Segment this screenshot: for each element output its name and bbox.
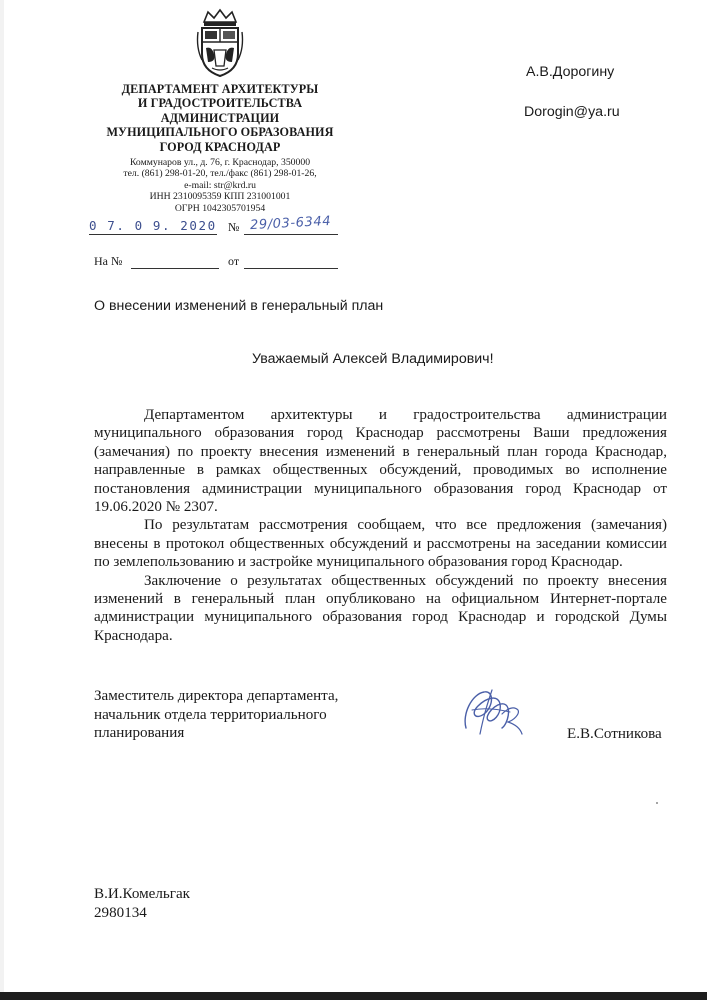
dept-line: И ГРАДОСТРОИТЕЛЬСТВА bbox=[137, 96, 303, 111]
signatory-name: Е.В.Сотникова bbox=[567, 726, 662, 742]
signatory-title bbox=[94, 687, 394, 743]
department-header bbox=[92, 82, 348, 214]
date-underline bbox=[89, 234, 217, 235]
executor-name: В.И.Комельгак bbox=[94, 886, 190, 902]
registration-date-stamp: 0 7. 0 9. 2020 bbox=[89, 218, 217, 233]
body-paragraph: Заключение о результатах общественных обсуждений по проекту внесения изменений в генеральный план опубликовано на официальном Интернет-портале администрации муниципального образования город Краснодар и городской Думы Краснодара. bbox=[94, 572, 667, 644]
phone-line: тел. (861) 298-01-20, тел./факс (861) 298-01-26, bbox=[123, 168, 317, 180]
email-line: e-mail: str@krd.ru bbox=[184, 179, 256, 191]
number-sign: № bbox=[228, 220, 240, 234]
from-label: от bbox=[228, 254, 240, 268]
inn-kpp-line: ИНН 2310095359 КПП 231001001 bbox=[149, 191, 291, 203]
dept-line: АДМИНИСТРАЦИИ bbox=[160, 110, 280, 125]
number-underline bbox=[244, 234, 338, 235]
department-name bbox=[92, 82, 348, 154]
executor-block bbox=[94, 885, 190, 922]
signatory-title-line: планирования bbox=[94, 725, 185, 742]
department-contacts bbox=[92, 157, 348, 214]
recipient-name: А.В.Дорогину bbox=[526, 64, 615, 80]
executor-phone: 2980134 bbox=[94, 904, 147, 921]
recipient-email: Dorogin@ya.ru bbox=[524, 104, 620, 120]
reply-number-underline bbox=[131, 268, 219, 269]
body-paragraph: Департаментом архитектуры и градостроительства администрации муниципального образования город Краснодар рассмотрены Ваши предложения (замечания) по проекту внесения изменений в генеральный план города Краснодар, направленные в рамках общественных обсуждений, проводимых во исполнение постановления администрации муниципального образования город Краснодар от 19.06.2020 № 2307. bbox=[94, 407, 667, 516]
dept-line: МУНИЦИПАЛЬНОГО ОБРАЗОВАНИЯ bbox=[106, 125, 334, 140]
handwritten-signature bbox=[458, 684, 526, 740]
coat-of-arms-emblem bbox=[194, 8, 246, 80]
letter-subject: О внесении изменений в генеральный план bbox=[94, 298, 384, 314]
body-paragraph: По результатам рассмотрения сообщаем, что все предложения (замечания) внесены в протокол общественных обсуждений и рассмотрены на заседании комиссии по землепользованию и застройке муниципального образования город Краснодар. bbox=[94, 517, 667, 571]
dept-line: ГОРОД КРАСНОДАР bbox=[159, 139, 281, 154]
scan-edge bbox=[0, 0, 4, 1000]
letter-body bbox=[94, 406, 667, 645]
reply-to-label: На № bbox=[94, 254, 123, 268]
dept-line: ДЕПАРТАМЕНТ АРХИТЕКТУРЫ bbox=[121, 82, 319, 96]
scan-speck bbox=[656, 802, 658, 804]
scan-bottom-edge bbox=[0, 992, 707, 1000]
address-line: Коммунаров ул., д. 76, г. Краснодар, 350000 bbox=[129, 157, 311, 169]
from-date-underline bbox=[244, 268, 338, 269]
ogrn-line: ОГРН 1042305701954 bbox=[174, 202, 266, 214]
handwritten-outgoing-number: 29/03-6344 bbox=[249, 213, 332, 234]
signatory-title-line: Заместитель директора департамента, bbox=[94, 688, 339, 704]
salutation: Уважаемый Алексей Владимирович! bbox=[252, 351, 494, 367]
signatory-title-line: начальник отдела территориального bbox=[94, 706, 327, 723]
